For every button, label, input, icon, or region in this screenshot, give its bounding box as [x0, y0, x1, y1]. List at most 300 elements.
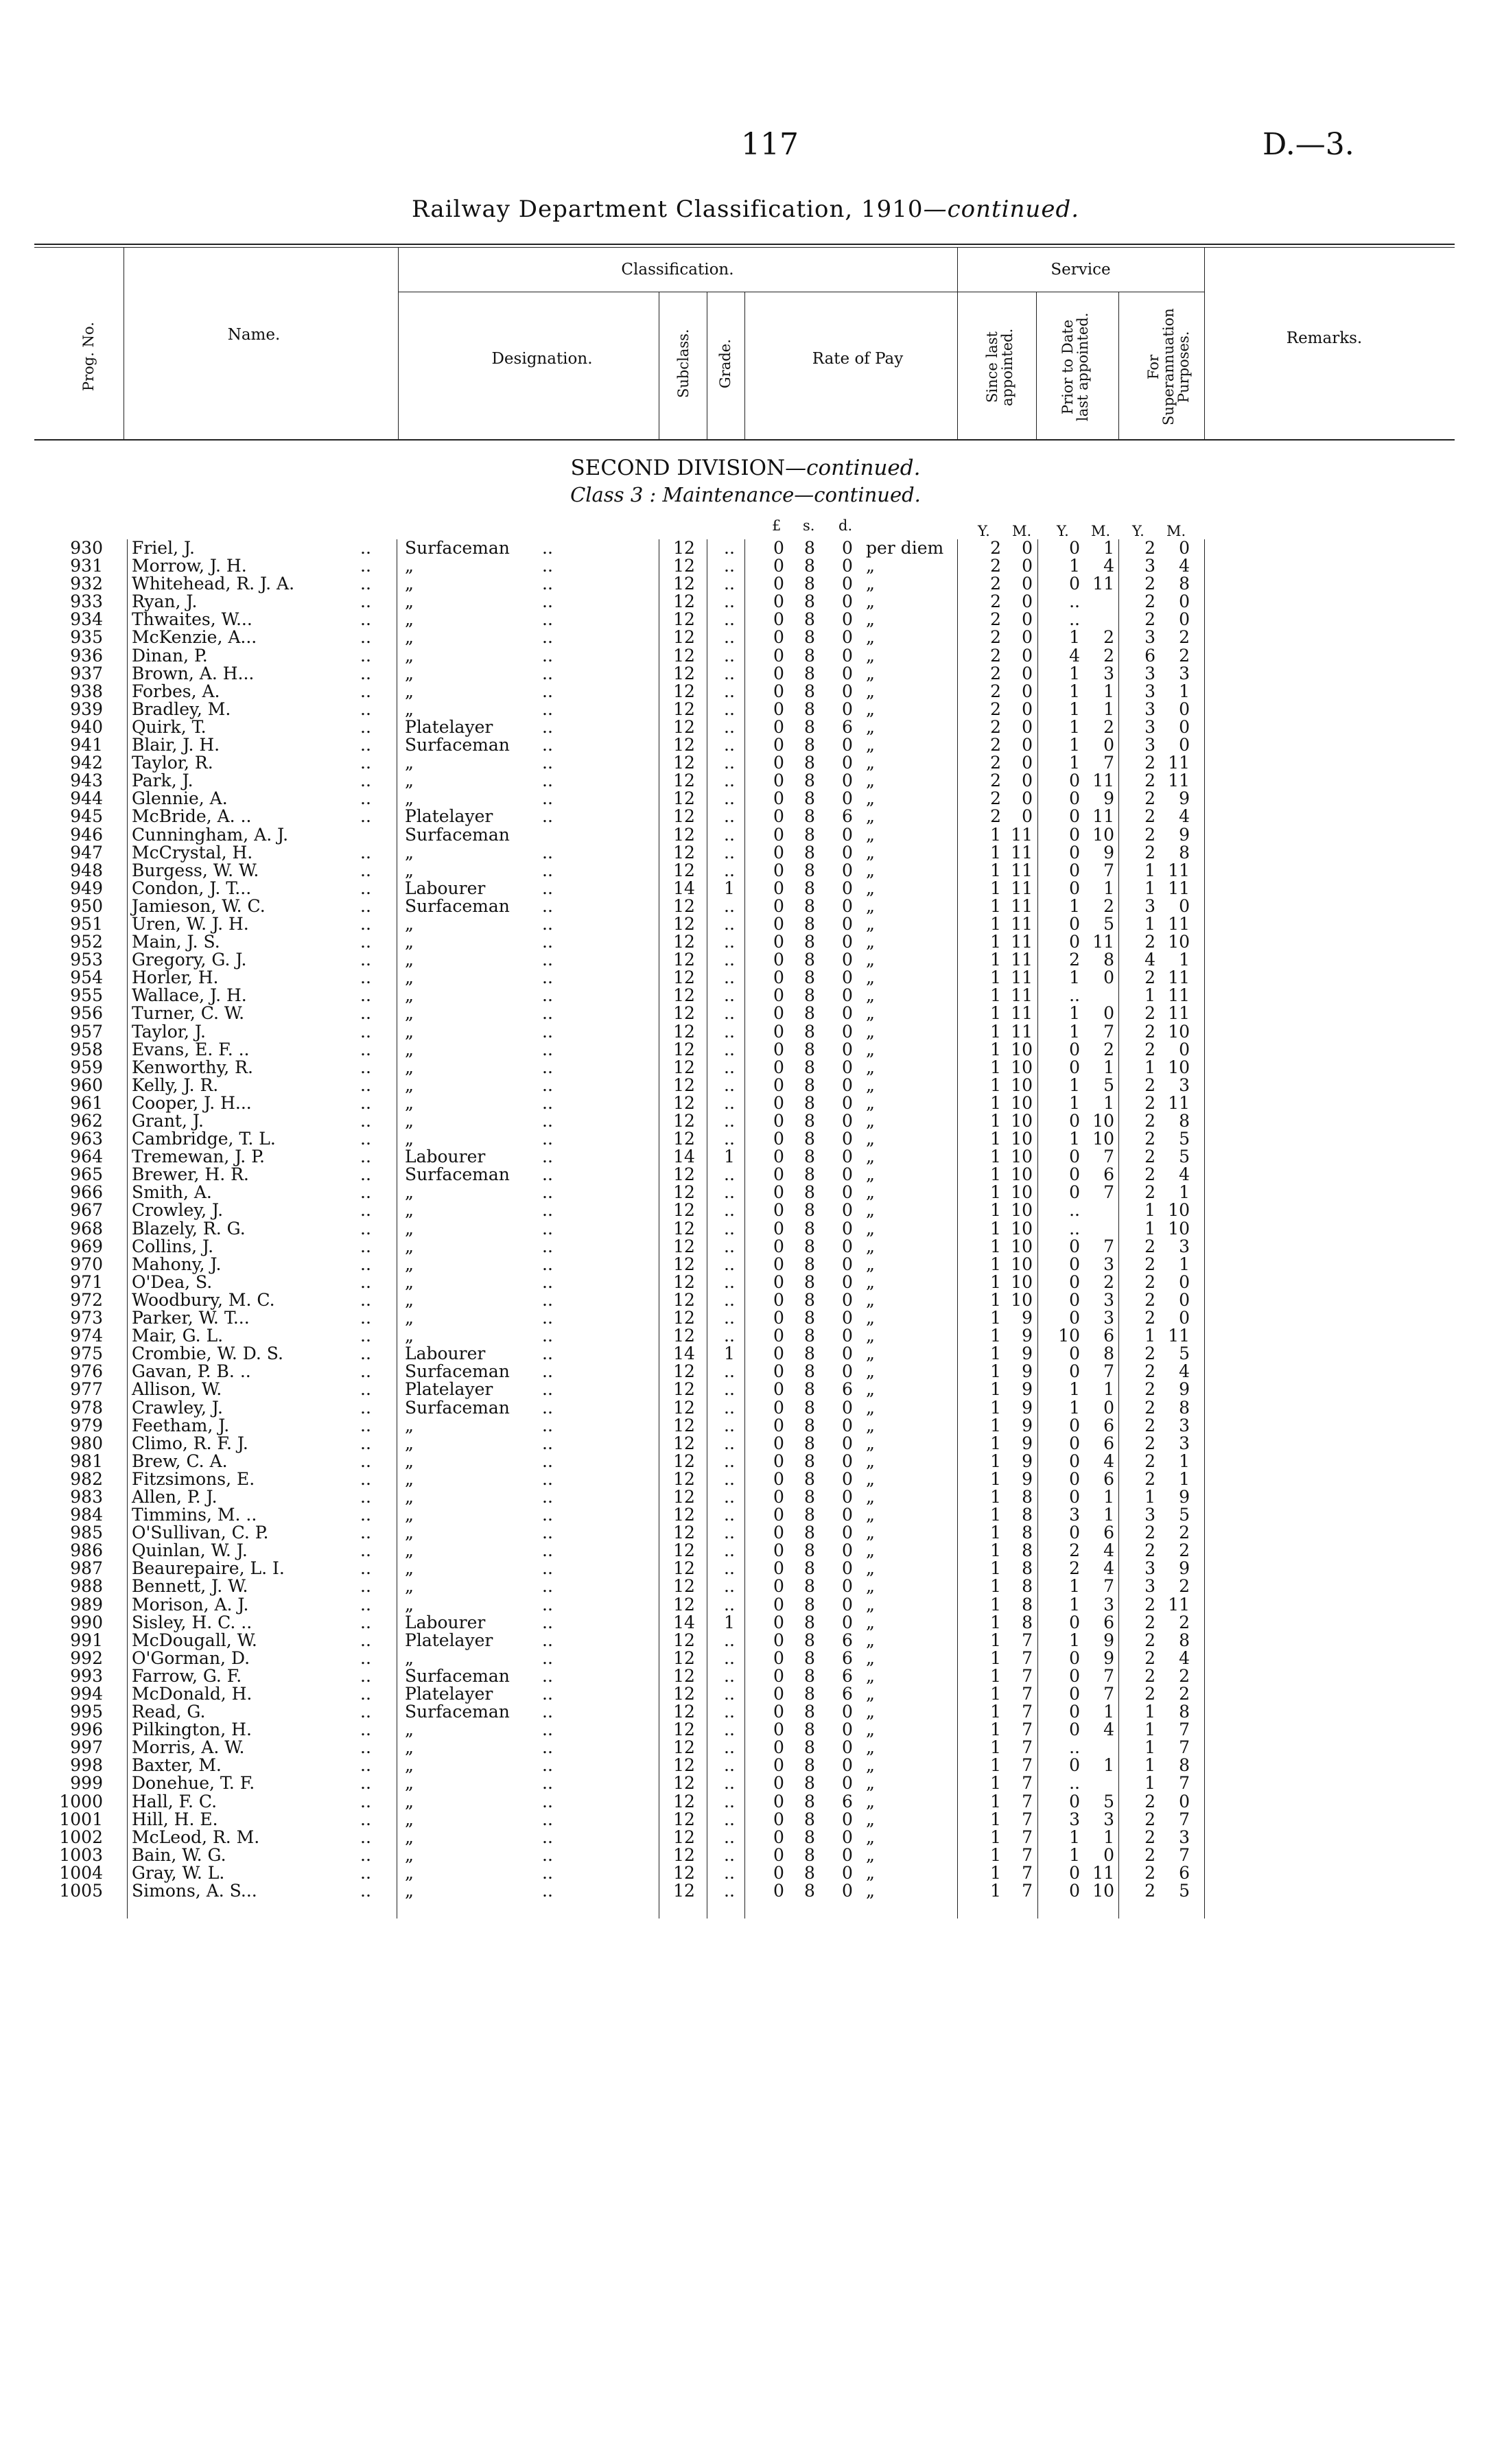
- designation-leader-dots: ..: [542, 556, 553, 576]
- grade: ..: [724, 681, 735, 701]
- prog-number: 997: [70, 1737, 103, 1758]
- designation: „: [405, 1862, 414, 1883]
- prior-years: 0: [1069, 1164, 1080, 1185]
- prior-months: 10: [1092, 1129, 1114, 1149]
- pay-period: „: [866, 1361, 875, 1382]
- subclass: 14: [673, 1147, 695, 1167]
- name-leader-dots: ..: [360, 1827, 371, 1847]
- table-row: [0, 826, 1491, 844]
- pay-pounds: 0: [773, 967, 784, 988]
- pay-pence: 0: [842, 627, 853, 648]
- designation-leader-dots: ..: [542, 842, 553, 863]
- prior-months: 0: [1103, 1844, 1114, 1865]
- superannuation-years: 2: [1144, 1236, 1155, 1256]
- employee-name: Timmins, M. ..: [132, 1505, 257, 1525]
- employee-name: Ryan, J.: [132, 591, 198, 612]
- superannuation-years: 2: [1144, 1791, 1155, 1811]
- designation: Surfaceman: [405, 735, 510, 755]
- header-service: Service: [1050, 261, 1111, 279]
- designation: Labourer: [405, 878, 486, 898]
- pay-pence: 6: [842, 1379, 853, 1400]
- pay-pence: 0: [842, 1827, 853, 1847]
- designation: Surfaceman: [405, 1665, 510, 1686]
- name-leader-dots: ..: [360, 1433, 371, 1453]
- designation-leader-dots: ..: [542, 1344, 553, 1364]
- superannuation-years: 3: [1144, 663, 1155, 683]
- pay-pounds: 0: [773, 1612, 784, 1632]
- prior-years: 1: [1069, 699, 1080, 719]
- pay-pence: 0: [842, 1558, 853, 1579]
- pay-shillings: 8: [804, 895, 815, 916]
- prior-months: 4: [1103, 1720, 1114, 1740]
- superannuation-years: 2: [1144, 591, 1155, 612]
- employee-name: Collins, J.: [132, 1236, 214, 1256]
- prog-number: 942: [70, 753, 103, 773]
- employee-name: Glennie, A.: [132, 788, 228, 809]
- superannuation-years: 3: [1144, 556, 1155, 576]
- designation-leader-dots: ..: [542, 681, 553, 701]
- table-row: [0, 1381, 1491, 1398]
- since-last-years: 1: [990, 1379, 1001, 1400]
- employee-name: Climo, R. F. J.: [132, 1433, 248, 1453]
- pay-pounds: 0: [773, 1523, 784, 1543]
- employee-name: Beaurepaire, L. I.: [132, 1558, 285, 1579]
- employee-name: Taylor, R.: [132, 753, 213, 773]
- designation-leader-dots: ..: [542, 1862, 553, 1883]
- table-row: [0, 1560, 1491, 1577]
- since-last-years: 2: [990, 753, 1001, 773]
- employee-name: McBride, A. ..: [132, 806, 252, 827]
- since-last-months: 11: [1011, 824, 1033, 845]
- pay-period: „: [866, 1684, 875, 1704]
- subclass: 12: [673, 932, 695, 952]
- prior-years: ..: [1069, 1737, 1080, 1758]
- subclass: 12: [673, 1039, 695, 1059]
- table-row: [0, 844, 1491, 862]
- superannuation-months: 3: [1179, 1415, 1190, 1435]
- pay-pence: 0: [842, 699, 853, 719]
- prior-months: 10: [1092, 1881, 1114, 1901]
- subclass: 12: [673, 1433, 695, 1453]
- superannuation-months: 4: [1179, 556, 1190, 576]
- subclass: 12: [673, 1755, 695, 1776]
- prior-months: 0: [1103, 967, 1114, 988]
- page-number: 117: [741, 127, 799, 162]
- name-leader-dots: ..: [360, 860, 371, 880]
- designation: „: [405, 950, 414, 970]
- grade: ..: [724, 1111, 735, 1131]
- pay-shillings: 8: [804, 860, 815, 880]
- designation-leader-dots: ..: [542, 860, 553, 880]
- pay-pounds: 0: [773, 788, 784, 809]
- pay-pounds: 0: [773, 1147, 784, 1167]
- prior-years: 1: [1069, 716, 1080, 737]
- superannuation-months: 8: [1179, 1702, 1190, 1722]
- since-last-years: 1: [990, 1773, 1001, 1794]
- name-leader-dots: ..: [360, 1182, 371, 1203]
- designation-leader-dots: ..: [542, 1827, 553, 1847]
- pay-shillings: 8: [804, 1200, 815, 1221]
- designation-leader-dots: ..: [542, 878, 553, 898]
- pay-period: „: [866, 1665, 875, 1686]
- since-last-years: 1: [990, 1057, 1001, 1077]
- since-last-months: 7: [1022, 1773, 1033, 1794]
- since-last-years: 1: [990, 1523, 1001, 1543]
- pay-shillings: 8: [804, 1881, 815, 1901]
- designation-leader-dots: ..: [542, 1379, 553, 1400]
- subclass: 12: [673, 609, 695, 630]
- subclass: 12: [673, 1092, 695, 1113]
- prior-years: 0: [1069, 1720, 1080, 1740]
- employee-name: Brown, A. H...: [132, 663, 255, 683]
- designation: „: [405, 1326, 414, 1346]
- since-last-years: 2: [990, 806, 1001, 827]
- superannuation-months: 7: [1179, 1737, 1190, 1758]
- since-last-months: 9: [1022, 1308, 1033, 1328]
- superannuation-months: 1: [1179, 950, 1190, 970]
- header-divider: [744, 292, 745, 439]
- pay-shillings: 8: [804, 609, 815, 630]
- superannuation-months: 0: [1179, 735, 1190, 755]
- designation-leader-dots: ..: [542, 1092, 553, 1113]
- grade: ..: [724, 1523, 735, 1543]
- superannuation-months: 10: [1168, 1021, 1190, 1042]
- pay-shillings: 8: [804, 627, 815, 648]
- designation: „: [405, 1075, 414, 1095]
- subclass: 12: [673, 627, 695, 648]
- since-last-years: 1: [990, 1003, 1001, 1024]
- header-classification: Classification.: [621, 261, 734, 279]
- pay-pence: 0: [842, 1129, 853, 1149]
- prior-months: 4: [1103, 556, 1114, 576]
- name-leader-dots: ..: [360, 716, 371, 737]
- name-leader-dots: ..: [360, 1755, 371, 1776]
- since-last-months: 10: [1011, 1271, 1033, 1292]
- superannuation-years: 2: [1144, 1415, 1155, 1435]
- pay-shillings: 8: [804, 1075, 815, 1095]
- superannuation-months: 7: [1179, 1773, 1190, 1794]
- table-row: [0, 1435, 1491, 1453]
- employee-name: Dinan, P.: [132, 645, 208, 666]
- pay-period: „: [866, 1236, 875, 1256]
- name-leader-dots: ..: [360, 1558, 371, 1579]
- pay-period: „: [866, 681, 875, 701]
- grade: ..: [724, 627, 735, 648]
- prog-number: 960: [70, 1075, 103, 1095]
- superannuation-months: 5: [1179, 1147, 1190, 1167]
- pay-pence: 0: [842, 1451, 853, 1471]
- table-row: [0, 1041, 1491, 1059]
- prog-number: 990: [70, 1612, 103, 1632]
- prog-number: 1002: [59, 1827, 103, 1847]
- grade: ..: [724, 1218, 735, 1239]
- grade: ..: [724, 1486, 735, 1507]
- designation-leader-dots: ..: [542, 645, 553, 666]
- division-heading: [0, 456, 1491, 480]
- pay-period: „: [866, 1433, 875, 1453]
- superannuation-months: 4: [1179, 1647, 1190, 1668]
- name-leader-dots: ..: [360, 699, 371, 719]
- pay-pounds: 0: [773, 1254, 784, 1274]
- prog-number: 939: [70, 699, 103, 719]
- grade: ..: [724, 1021, 735, 1042]
- designation: „: [405, 1111, 414, 1131]
- superannuation-months: 0: [1179, 716, 1190, 737]
- since-last-years: 1: [990, 1397, 1001, 1418]
- since-last-months: 7: [1022, 1809, 1033, 1829]
- grade: ..: [724, 716, 735, 737]
- pay-period: „: [866, 1720, 875, 1740]
- designation: „: [405, 771, 414, 791]
- prog-number: 985: [70, 1523, 103, 1543]
- superannuation-years: 1: [1144, 1737, 1155, 1758]
- employee-name: Brewer, H. R.: [132, 1164, 249, 1185]
- designation: „: [405, 1236, 414, 1256]
- since-last-months: 11: [1011, 950, 1033, 970]
- prog-number: 949: [70, 878, 103, 898]
- since-last-months: 7: [1022, 1630, 1033, 1650]
- name-leader-dots: ..: [360, 591, 371, 612]
- designation: „: [405, 1881, 414, 1901]
- pay-shillings: 8: [804, 842, 815, 863]
- designation: „: [405, 967, 414, 988]
- designation: „: [405, 574, 414, 594]
- grade: ..: [724, 1702, 735, 1722]
- since-last-years: 1: [990, 1111, 1001, 1131]
- employee-name: Woodbury, M. C.: [132, 1289, 275, 1310]
- pay-pounds: 0: [773, 878, 784, 898]
- superannuation-years: 2: [1144, 788, 1155, 809]
- superannuation-years: 2: [1144, 1111, 1155, 1131]
- prog-number: 964: [70, 1147, 103, 1167]
- employee-name: Friel, J.: [132, 538, 196, 558]
- table-row: [0, 1417, 1491, 1435]
- prog-number: 958: [70, 1039, 103, 1059]
- prog-number: 962: [70, 1111, 103, 1131]
- pay-period: „: [866, 1594, 875, 1615]
- prior-months: 3: [1103, 663, 1114, 683]
- designation: „: [405, 985, 414, 1006]
- pay-pence: 0: [842, 735, 853, 755]
- employee-name: Blair, J. H.: [132, 735, 220, 755]
- pay-pounds: 0: [773, 1361, 784, 1382]
- pay-pence: 0: [842, 574, 853, 594]
- pay-pounds: 0: [773, 735, 784, 755]
- pay-shillings: 8: [804, 1236, 815, 1256]
- designation: Platelayer: [405, 1379, 493, 1400]
- pay-period: „: [866, 1576, 875, 1597]
- designation: „: [405, 1647, 414, 1668]
- prog-number: 956: [70, 1003, 103, 1024]
- prior-years: 0: [1069, 1791, 1080, 1811]
- employee-name: Kelly, J. R.: [132, 1075, 219, 1095]
- pay-shillings: 8: [804, 1451, 815, 1471]
- name-leader-dots: ..: [360, 967, 371, 988]
- superannuation-years: 3: [1144, 1558, 1155, 1579]
- pay-shillings: 8: [804, 1344, 815, 1364]
- prior-years: 3: [1069, 1809, 1080, 1829]
- employee-name: O'Sullivan, C. P.: [132, 1523, 269, 1543]
- designation-leader-dots: ..: [542, 716, 553, 737]
- prog-number: 941: [70, 735, 103, 755]
- since-last-years: 1: [990, 1702, 1001, 1722]
- table-row: [0, 1059, 1491, 1077]
- since-last-years: 1: [990, 895, 1001, 916]
- pay-shillings: 8: [804, 1630, 815, 1650]
- grade: ..: [724, 1630, 735, 1650]
- designation-leader-dots: ..: [542, 1057, 553, 1077]
- prior-months: 7: [1103, 860, 1114, 880]
- superannuation-months: 0: [1179, 538, 1190, 558]
- prog-number: 984: [70, 1505, 103, 1525]
- pay-shillings: 8: [804, 1523, 815, 1543]
- table-row: [0, 539, 1491, 557]
- prog-number: 980: [70, 1433, 103, 1453]
- since-last-months: 8: [1022, 1612, 1033, 1632]
- pay-pence: 6: [842, 716, 853, 737]
- prior-years: 0: [1069, 1612, 1080, 1632]
- subclass: 12: [673, 985, 695, 1006]
- pay-period: „: [866, 771, 875, 791]
- prior-years: 0: [1069, 1289, 1080, 1310]
- pay-pence: 0: [842, 913, 853, 934]
- pay-shillings: 8: [804, 1415, 815, 1435]
- table-row: [0, 1632, 1491, 1650]
- prior-months: 10: [1092, 824, 1114, 845]
- superannuation-years: 2: [1144, 1862, 1155, 1883]
- name-leader-dots: ..: [360, 735, 371, 755]
- employee-name: Parker, W. T...: [132, 1308, 250, 1328]
- superannuation-years: 2: [1144, 1164, 1155, 1185]
- grade: ..: [724, 1468, 735, 1489]
- designation: „: [405, 1182, 414, 1203]
- pay-pence: 0: [842, 1308, 853, 1328]
- table-row: [0, 1864, 1491, 1882]
- designation: „: [405, 1809, 414, 1829]
- superannuation-years: 3: [1144, 699, 1155, 719]
- name-leader-dots: ..: [360, 1039, 371, 1059]
- pay-pounds: 0: [773, 1308, 784, 1328]
- pay-pounds: 0: [773, 1737, 784, 1758]
- grade: ..: [724, 645, 735, 666]
- prog-number: 948: [70, 860, 103, 880]
- name-leader-dots: ..: [360, 1003, 371, 1024]
- subclass: 12: [673, 1218, 695, 1239]
- since-last-years: 1: [990, 932, 1001, 952]
- pay-period: „: [866, 895, 875, 916]
- since-last-years: 1: [990, 1862, 1001, 1883]
- name-leader-dots: ..: [360, 1576, 371, 1597]
- pay-period: „: [866, 1791, 875, 1811]
- name-leader-dots: ..: [360, 771, 371, 791]
- prior-months: 7: [1103, 1021, 1114, 1042]
- prog-number: 959: [70, 1057, 103, 1077]
- pay-pence: 0: [842, 1344, 853, 1364]
- pay-pence: 0: [842, 1881, 853, 1901]
- pay-period: „: [866, 1039, 875, 1059]
- superannuation-months: 3: [1179, 1433, 1190, 1453]
- designation: „: [405, 1003, 414, 1024]
- table-top-rule: [34, 244, 1455, 245]
- grade: ..: [724, 663, 735, 683]
- pay-period: „: [866, 1021, 875, 1042]
- prior-months: 9: [1103, 788, 1114, 809]
- pay-pounds: 0: [773, 1236, 784, 1256]
- designation: „: [405, 1773, 414, 1794]
- employee-name: Main, J. S.: [132, 932, 220, 952]
- grade: ..: [724, 1326, 735, 1346]
- pay-period: „: [866, 1344, 875, 1364]
- designation: Surfaceman: [405, 1397, 510, 1418]
- designation: Labourer: [405, 1147, 486, 1167]
- subclass: 12: [673, 1540, 695, 1561]
- subclass: 12: [673, 1594, 695, 1615]
- pay-pence: 0: [842, 681, 853, 701]
- name-leader-dots: ..: [360, 574, 371, 594]
- pay-shillings: 8: [804, 806, 815, 827]
- name-leader-dots: ..: [360, 1129, 371, 1149]
- prog-number: 930: [70, 538, 103, 558]
- pay-pounds: 0: [773, 609, 784, 630]
- table-row: [0, 1184, 1491, 1201]
- pay-shillings: 8: [804, 1576, 815, 1597]
- superannuation-years: 2: [1144, 1844, 1155, 1865]
- superannuation-years: 2: [1144, 1271, 1155, 1292]
- since-last-years: 1: [990, 1505, 1001, 1525]
- pay-pounds: 0: [773, 1647, 784, 1668]
- since-last-years: 1: [990, 1630, 1001, 1650]
- prog-number: 968: [70, 1218, 103, 1239]
- designation-leader-dots: ..: [542, 1684, 553, 1704]
- prog-number: 935: [70, 627, 103, 648]
- superannuation-years: 4: [1144, 950, 1155, 970]
- since-last-months: 11: [1011, 842, 1033, 863]
- employee-name: Smith, A.: [132, 1182, 212, 1203]
- prior-months: 1: [1103, 1755, 1114, 1776]
- designation-leader-dots: ..: [542, 1881, 553, 1901]
- unit-shilling: s.: [803, 517, 815, 534]
- designation: Labourer: [405, 1612, 486, 1632]
- prior-months: 3: [1103, 1809, 1114, 1829]
- since-last-months: 11: [1011, 1021, 1033, 1042]
- designation-leader-dots: ..: [542, 753, 553, 773]
- grade: ..: [724, 591, 735, 612]
- name-leader-dots: ..: [360, 1612, 371, 1632]
- grade: ..: [724, 967, 735, 988]
- prior-years: 1: [1069, 1021, 1080, 1042]
- pay-period: „: [866, 556, 875, 576]
- name-leader-dots: ..: [360, 1862, 371, 1883]
- prior-months: 1: [1103, 1379, 1114, 1400]
- pay-pence: 0: [842, 1200, 853, 1221]
- prior-months: 11: [1092, 806, 1114, 827]
- table-row: [0, 1238, 1491, 1256]
- subclass: 12: [673, 1236, 695, 1256]
- subclass: 12: [673, 788, 695, 809]
- prog-number: 938: [70, 681, 103, 701]
- prog-number: 983: [70, 1486, 103, 1507]
- unit-years: Y.: [1057, 523, 1069, 539]
- superannuation-months: 8: [1179, 842, 1190, 863]
- since-last-months: 0: [1022, 735, 1033, 755]
- pay-pence: 0: [842, 1147, 853, 1167]
- prior-months: 2: [1103, 716, 1114, 737]
- grade: ..: [724, 1881, 735, 1901]
- pay-shillings: 8: [804, 1684, 815, 1704]
- grade: 1: [724, 1147, 735, 1167]
- designation: „: [405, 1433, 414, 1453]
- superannuation-months: 5: [1179, 1505, 1190, 1525]
